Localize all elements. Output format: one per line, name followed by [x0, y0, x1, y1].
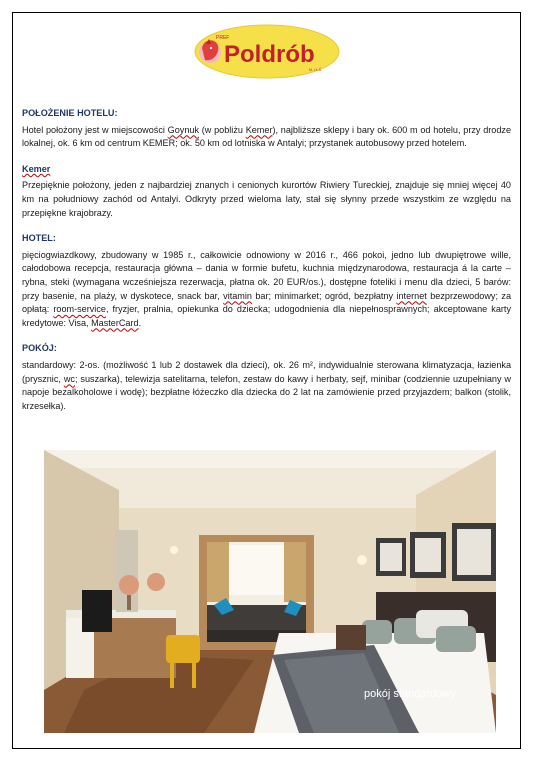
- hotel-heading: HOTEL:: [22, 233, 56, 244]
- kemer-paragraph: Przepięknie położony, jeden z najbardziej znanych i cenionych kurortów Riwiery Tureckiej, znajduje się mniej więcej 40 km na południowy zachód od Antalyi. Odkryty przed wieloma laty, stał się słynny przede wszystkim ze względu na przepiękne krajobrazy.: [22, 180, 511, 218]
- location-text-1: Hotel położony jest w miejscowości: [22, 124, 168, 135]
- rooms-paragraph: [22, 359, 511, 413]
- spellcheck-kemer: Kemer: [245, 124, 273, 135]
- spellcheck-vitamin: vitamin: [223, 290, 252, 301]
- document-body: [22, 107, 511, 413]
- hotel-text-1: pięciogwiazdkowy, zbudowany w 1985 r., całkowicie odnowiony w 2016 r., 466 pokoi, jedno lub dwupiętrowe wille, całodobowa recepcja, restauracja główna – dania w formie bufetu, kuchnia międzynarodowa, restauracja á la carte – rybna, steki (wymagana wcześniejsza rezerwacja, płatna ok. 20 EUR/os.), dostępne foteliki i menu dla dzieci, 5 barów: przy basenie, na plaży, w dyskotece, snack bar,: [22, 249, 511, 301]
- rooms-text-1: standardowy: 2-os. (możliwość 1 lub 2 dostawek dla dzieci), ok. 26 m², indywidualnie sterowana klimatyzacja, łazienka (prysznic,: [22, 359, 511, 384]
- logo-suffix: M. I.Ł.Ś.: [309, 68, 323, 72]
- hotel-paragraph: [22, 249, 511, 331]
- hotel-text-3: bezprzewodowy; za opłatą:: [22, 290, 512, 315]
- logo-prefix: PREF: [216, 35, 230, 41]
- spellcheck-room-service: room-service: [53, 304, 106, 315]
- photo-caption: pokój standardowy: [364, 688, 456, 700]
- location-text-2: (w pobliżu: [199, 124, 246, 135]
- hotel-room-photo: [44, 450, 496, 733]
- spellcheck-internet: internet: [396, 290, 427, 301]
- hotel-text-2: bar; minimarket; ogród, bezpłatny: [251, 290, 397, 301]
- rooms-heading: POKÓJ:: [22, 343, 57, 354]
- location-heading: POŁOŻENIE HOTELU:: [22, 108, 118, 118]
- poldrob-logo: [194, 24, 340, 79]
- logo-brand: Poldrób: [224, 41, 315, 68]
- location-paragraph: [22, 124, 511, 151]
- spellcheck-mastercard: MasterCard: [91, 317, 139, 328]
- kemer-heading: Kemer: [22, 163, 51, 174]
- spellcheck-goynuk: Goynuk: [167, 124, 200, 135]
- hotel-text-4: , fryzjer, pralnia, opiekunka do dziecka; udogodnienia dla niepełnosprawnych; akceptowane karty kredytowe: Visa,: [22, 304, 511, 328]
- location-text-3: ), najbliższe sklepy i bary ok. 600 m od hotelu, przy drodze lokalnej, ok. 6 km od centrum KEMER; ok. 50 km od lotniska w Antalyi; przystanek autobusowy przed hotelem.: [22, 124, 512, 149]
- hotel-text-5: .: [138, 317, 142, 328]
- spellcheck-wc: wc: [63, 373, 75, 384]
- rooms-text-2: ; suszarka), telewizja satelitarna, telefon, zestaw do kawy i herbaty, sejf, minibar (codziennie uzupełniany w napoje bezalkoholowe i wodę); bezpłatne łóżeczko dla dziecka do 2 lat na zamówienie przed przyjazdem; balkon (stolik, krzesełka).: [22, 373, 511, 411]
